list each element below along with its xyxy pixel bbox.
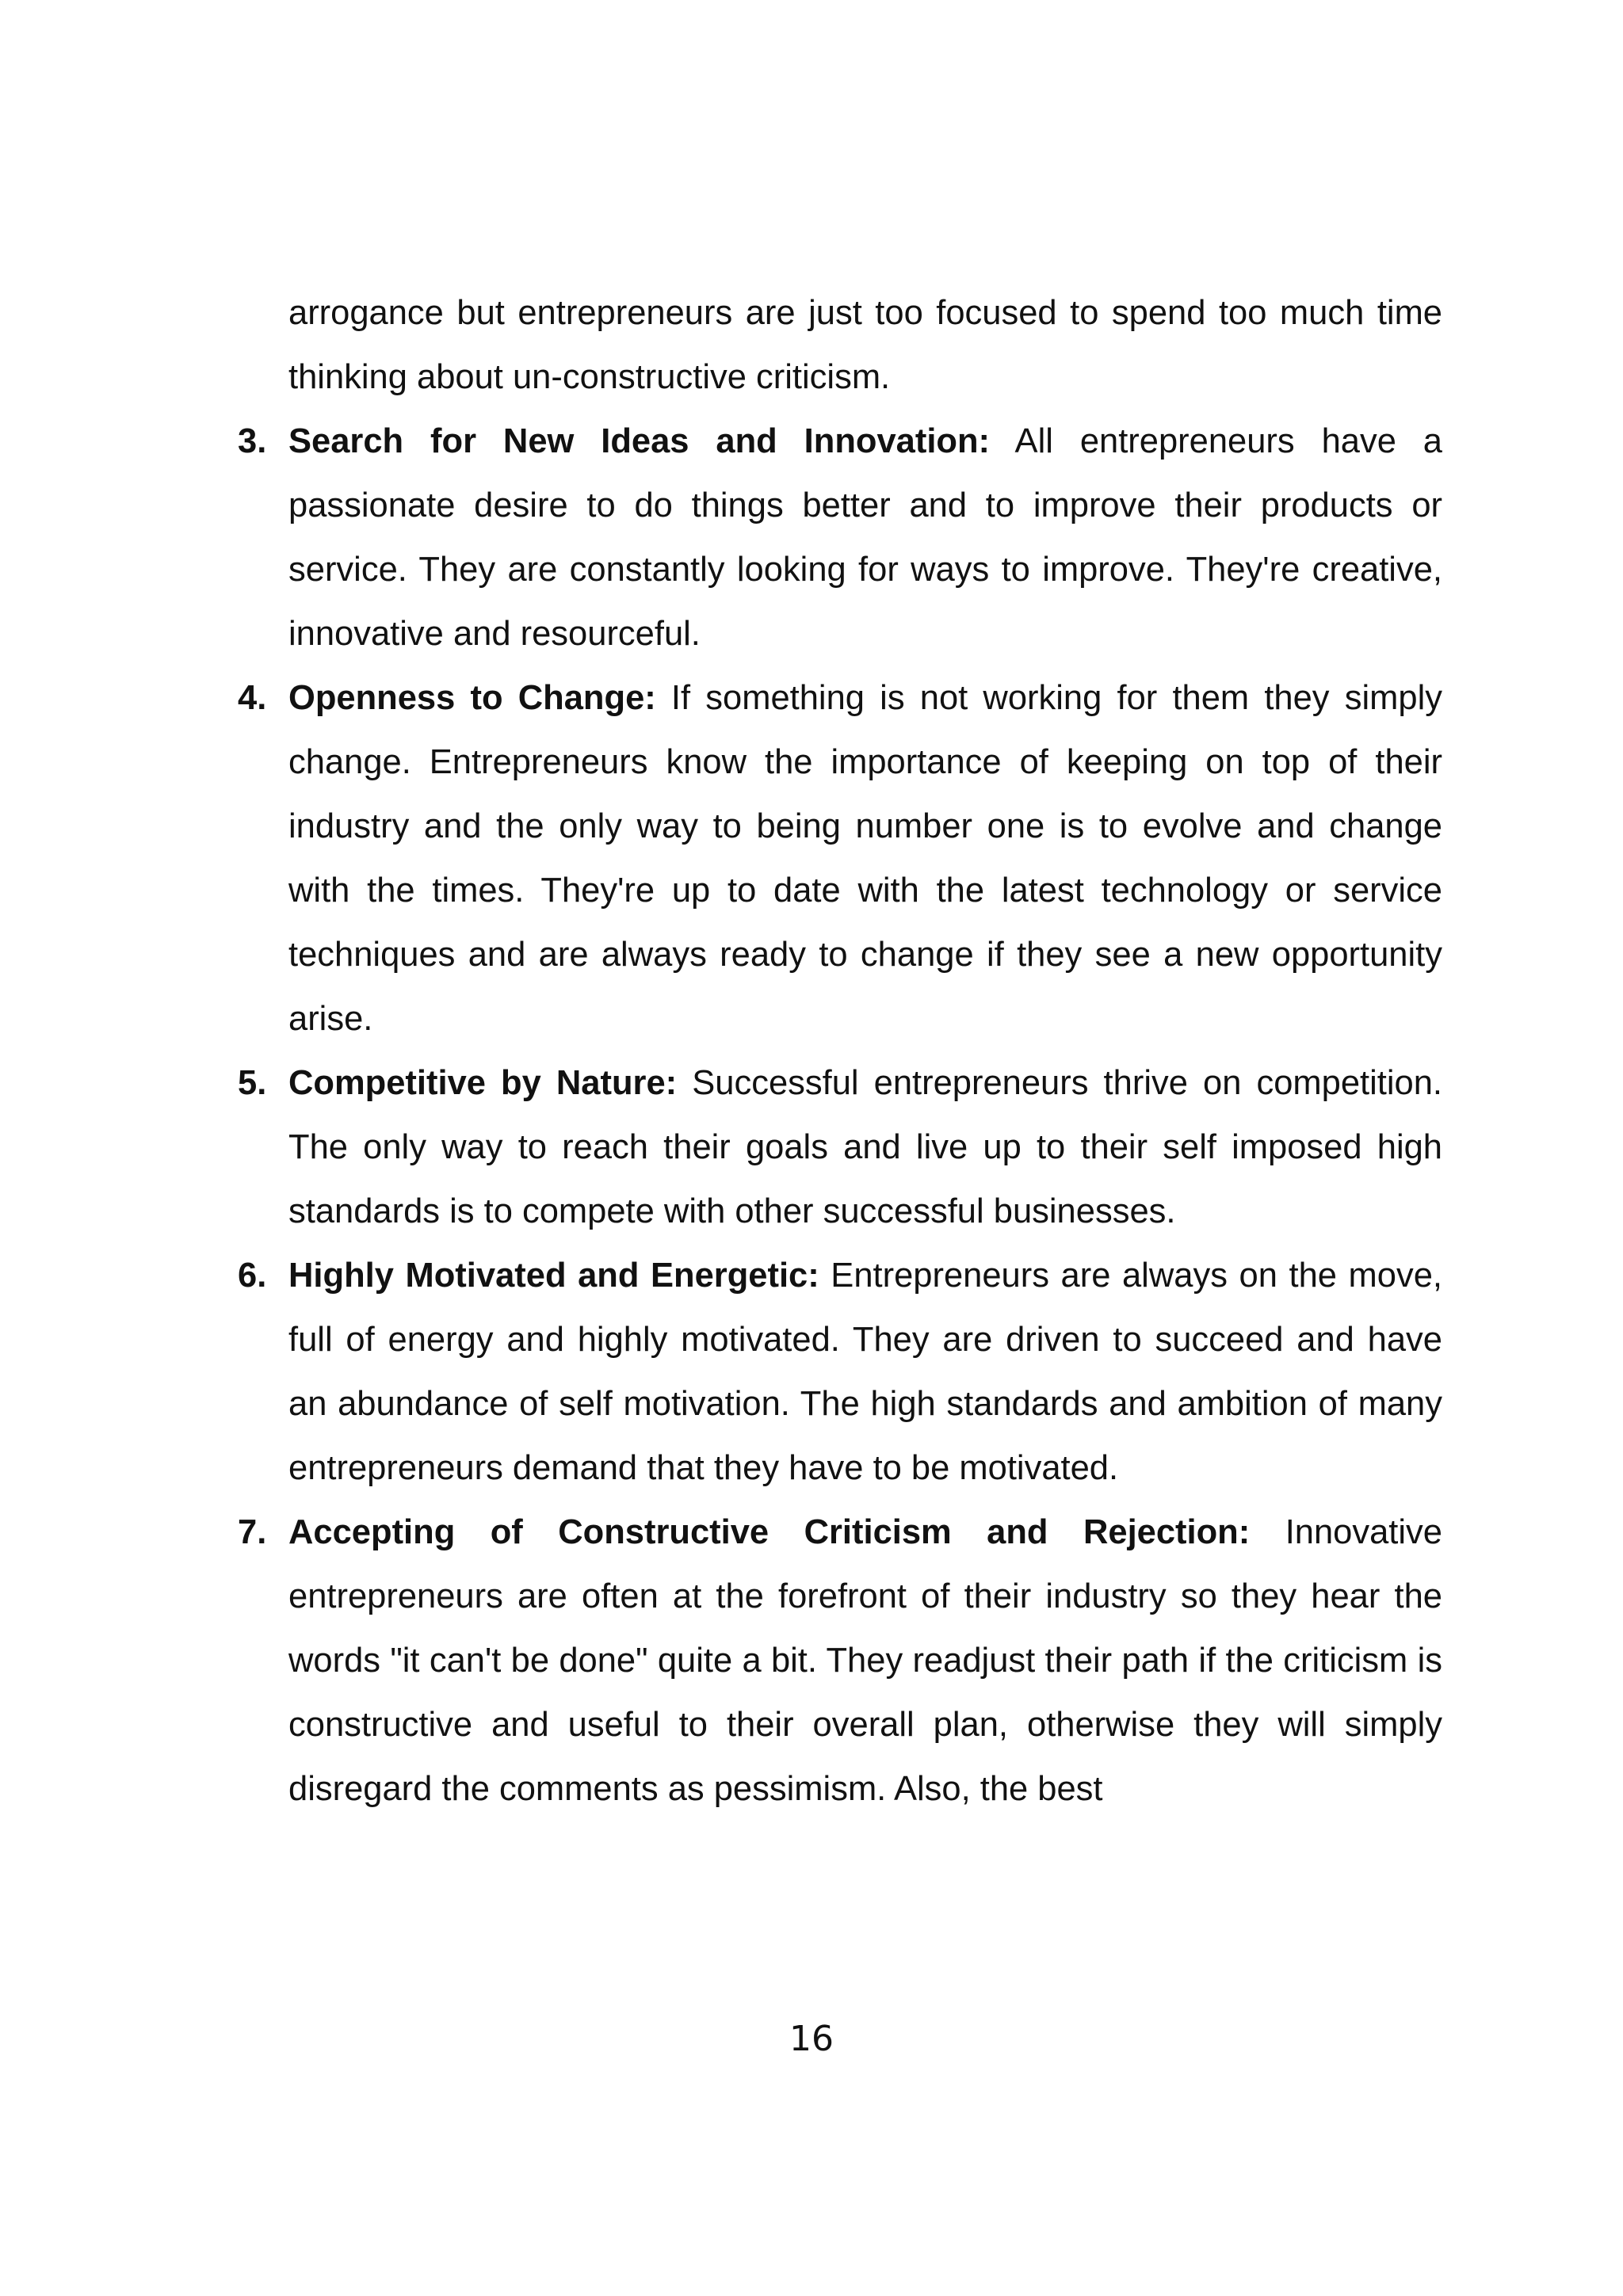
item-text: All entrepreneurs have a passionate desire to do things better and to improve their products or service. They are constantly looking for ways to improve. They're creative, innovative and resourceful. — [288, 422, 1442, 653]
item-term: Search for New Ideas and Innovation: — [288, 422, 991, 460]
continuation-paragraph: arrogance but entrepreneurs are just too focused to spend too much time thinking about un-constructive criticism. — [288, 294, 1442, 396]
list-item — [238, 1244, 1442, 1501]
item-number: 3. — [238, 422, 267, 460]
list-item — [238, 666, 1442, 1051]
item-text: Successful entrepreneurs thrive on competition. The only way to reach their goals and live up to their self imposed high standards is to compete with other successful businesses. — [288, 1064, 1442, 1230]
item-number: 6. — [238, 1257, 267, 1295]
item-term: Competitive by Nature: — [288, 1064, 678, 1102]
characteristics-list — [238, 410, 1442, 1821]
page-body — [238, 281, 1442, 1821]
item-number: 5. — [238, 1064, 267, 1102]
item-text: If something is not working for them they simply change. Entrepreneurs know the importance of keeping on top of their industry and the only way to being number one is to evolve and change with the times. They're up to date with the latest technology or service techniques and are always ready to change if they see a new opportunity arise. — [288, 679, 1442, 1038]
item-number: 4. — [238, 679, 267, 717]
item-term: Accepting of Constructive Criticism and Rejection: — [288, 1513, 1251, 1551]
list-item — [238, 1501, 1442, 1821]
page-number: 16 — [789, 2019, 834, 2059]
item-term: Highly Motivated and Energetic: — [288, 1257, 819, 1295]
item-text: Innovative entrepreneurs are often at the forefront of their industry so they hear the words "it can't be done" quite a bit. They readjust their path if the criticism is constructive and useful to their overall plan, otherwise they will simply disregard the comments as pessimism. Also, the best — [288, 1513, 1442, 1808]
item-number: 7. — [238, 1513, 267, 1551]
item-term: Openness to Change: — [288, 679, 656, 717]
list-item — [238, 1051, 1442, 1244]
list-item — [238, 410, 1442, 666]
item-text: Entrepreneurs are always on the move, full of energy and highly motivated. They are driven to succeed and have an abundance of self motivation. The high standards and ambition of many entrepreneurs demand that they have to be motivated. — [288, 1257, 1443, 1487]
